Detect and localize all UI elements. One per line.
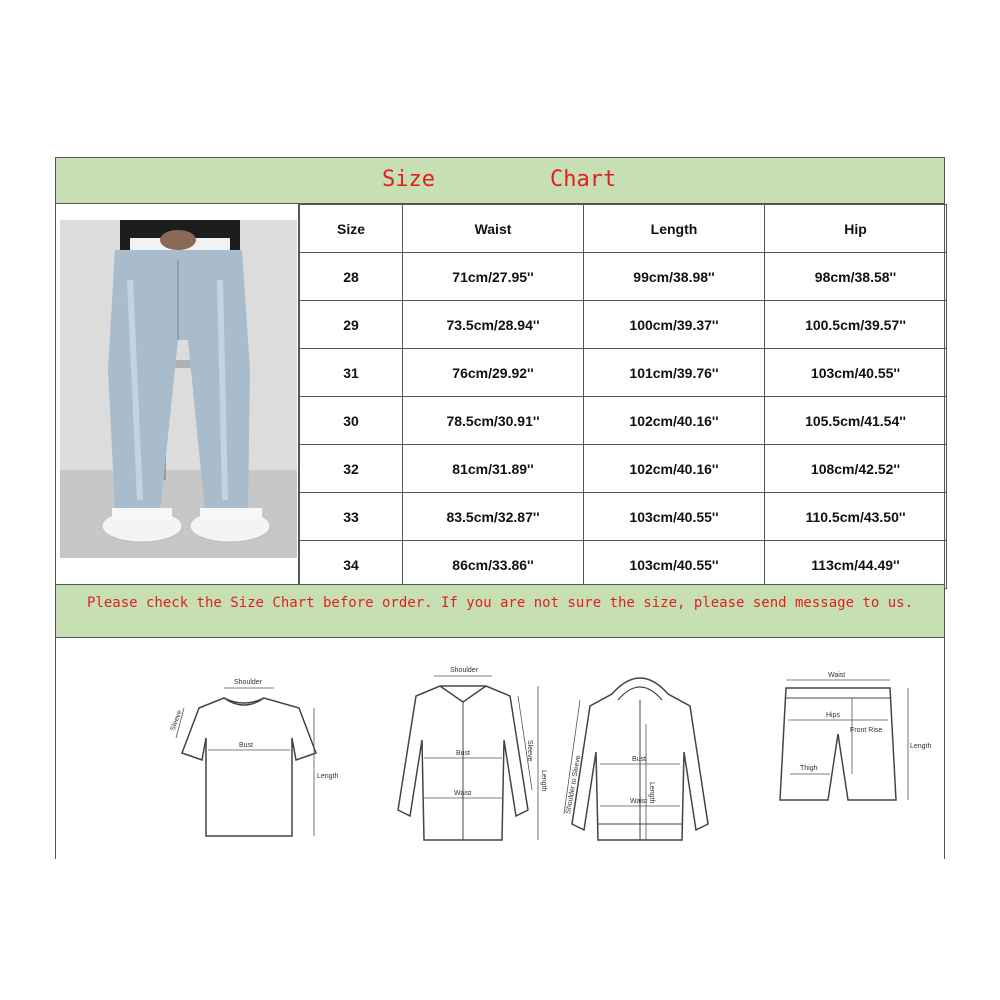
shirt-bust-label: Bust <box>456 750 471 757</box>
shirt-waist-label: Waist <box>454 790 472 797</box>
hoodie-shoulder-to-sleeve-label: Shoulder to Sleeve <box>565 754 583 815</box>
header-length: Length <box>584 205 765 253</box>
order-notice: Please check the Size Chart before order. If you are not sure the size, please send message to us. <box>56 584 944 638</box>
cell-hip: 103cm/40.55'' <box>765 349 947 397</box>
size-chart-sheet <box>55 157 945 859</box>
tshirt-shoulder-label: Shoulder <box>234 679 263 686</box>
size-table <box>299 204 947 589</box>
tshirt-length-label: Length <box>317 773 339 780</box>
table-row <box>300 253 947 301</box>
cell-waist: 78.5cm/30.91'' <box>403 397 584 445</box>
cell-waist: 81cm/31.89'' <box>403 445 584 493</box>
cell-waist: 73.5cm/28.94'' <box>403 301 584 349</box>
header-hip: Hip <box>765 205 947 253</box>
cell-size: 32 <box>300 445 403 493</box>
table-row <box>300 493 947 541</box>
cell-length: 99cm/38.98'' <box>584 253 765 301</box>
cell-length: 103cm/40.55'' <box>584 493 765 541</box>
cell-length: 101cm/39.76'' <box>584 349 765 397</box>
hoodie-bust-label: Bust <box>632 756 647 763</box>
hoodie-waist-label: Waist <box>630 798 648 805</box>
cell-waist: 76cm/29.92'' <box>403 349 584 397</box>
shirt-diagram <box>368 660 558 850</box>
measurement-diagrams <box>56 638 944 860</box>
cell-length: 103cm/40.55'' <box>584 541 765 589</box>
table-row <box>300 397 947 445</box>
cell-waist: 83.5cm/32.87'' <box>403 493 584 541</box>
tshirt-sleeve-label: Sleeve <box>169 709 184 732</box>
cell-size: 29 <box>300 301 403 349</box>
hoodie-length-label: Length <box>648 782 655 804</box>
title-bar <box>56 158 944 204</box>
shirt-sleeve-label: Sleeve <box>526 740 533 762</box>
cell-hip: 110.5cm/43.50'' <box>765 493 947 541</box>
hoodie-diagram <box>540 664 740 854</box>
jeans-model-photo <box>60 220 297 558</box>
shorts-hips-label: Hips <box>826 712 841 719</box>
cell-waist: 71cm/27.95'' <box>403 253 584 301</box>
table-row <box>300 445 947 493</box>
shorts-thigh-label: Thigh <box>800 765 818 772</box>
cell-length: 102cm/40.16'' <box>584 445 765 493</box>
cell-length: 102cm/40.16'' <box>584 397 765 445</box>
table-row <box>300 541 947 589</box>
cell-size: 33 <box>300 493 403 541</box>
title-word-size: Size <box>382 167 435 192</box>
shirt-shoulder-label: Shoulder <box>450 667 479 674</box>
header-waist: Waist <box>403 205 584 253</box>
cell-size: 28 <box>300 253 403 301</box>
header-size: Size <box>300 205 403 253</box>
table-header-row <box>300 205 947 253</box>
cell-length: 100cm/39.37'' <box>584 301 765 349</box>
tshirt-bust-label: Bust <box>239 742 254 749</box>
shorts-length-label: Length <box>910 743 932 750</box>
shorts-front-rise-label: Front Rise <box>850 727 883 734</box>
tshirt-diagram <box>164 668 344 843</box>
table-row <box>300 301 947 349</box>
cell-size: 31 <box>300 349 403 397</box>
title-word-chart: Chart <box>550 167 617 192</box>
cell-hip: 100.5cm/39.57'' <box>765 301 947 349</box>
cell-hip: 98cm/38.58'' <box>765 253 947 301</box>
shirt-length-label: Length <box>540 770 547 792</box>
product-photo-cell <box>56 204 299 584</box>
shorts-waist-label: Waist <box>828 672 846 679</box>
cell-hip: 108cm/42.52'' <box>765 445 947 493</box>
table-row <box>300 349 947 397</box>
cell-hip: 113cm/44.49'' <box>765 541 947 589</box>
cell-hip: 105.5cm/41.54'' <box>765 397 947 445</box>
cell-size: 34 <box>300 541 403 589</box>
shorts-diagram <box>762 668 942 818</box>
cell-size: 30 <box>300 397 403 445</box>
cell-waist: 86cm/33.86'' <box>403 541 584 589</box>
